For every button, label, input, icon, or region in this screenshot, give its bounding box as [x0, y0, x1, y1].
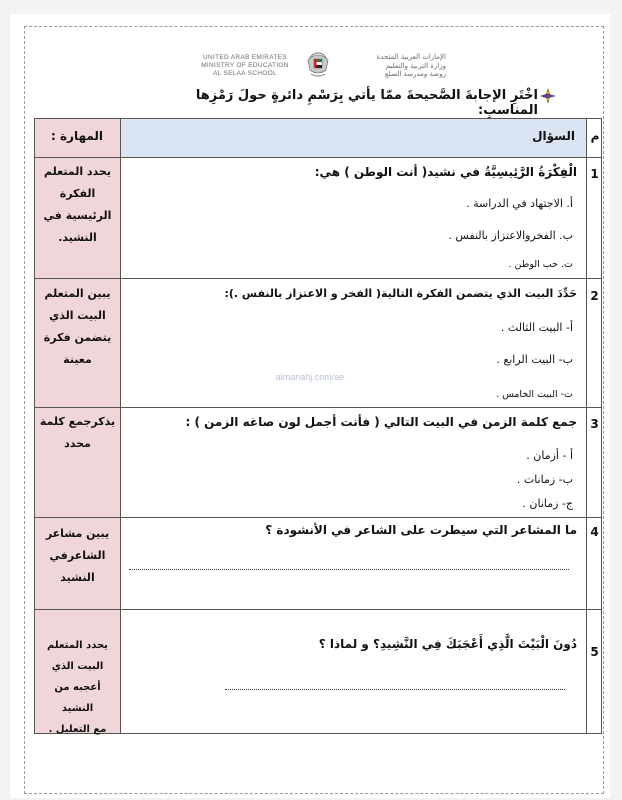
- questions-table: [34, 118, 602, 734]
- skill-line: أعجبه من النشيد: [54, 682, 101, 714]
- answer-option[interactable]: ت- البيت الخامس .: [496, 389, 573, 400]
- number-column-header: م: [590, 129, 600, 143]
- skill-line: يذكرجمع كلمة: [39, 415, 116, 428]
- answer-line[interactable]: [129, 569, 569, 570]
- skill-description: [37, 411, 118, 455]
- skill-line: يحدد المتعلم: [47, 640, 108, 651]
- question-text: حَدِّدَ البيت الذي يتضمن الفكرة التالية( الفخر و الاعتزاز بالنفس .):: [224, 287, 577, 300]
- skill-line: النشيد.: [58, 231, 97, 244]
- skill-description: [37, 523, 118, 589]
- skill-description: [37, 283, 118, 371]
- skill-description: [37, 635, 118, 740]
- question-number: 1: [590, 167, 599, 181]
- skill-line: يحدد المتعلم: [44, 165, 111, 178]
- skill-line: يبين المتعلم: [44, 287, 111, 300]
- question-text: جمع كلمة الزمن في البيت التالي ( فأنت أجمل لون صاغه الزمن ) :: [185, 415, 577, 429]
- skill-line: محدد: [64, 437, 91, 450]
- skill-line: البيت الذي: [51, 661, 104, 672]
- answer-option[interactable]: ج- زمانان .: [522, 497, 573, 510]
- skill-line: البيت الذي: [49, 309, 106, 322]
- question-text: ما المشاعر التي سيطرت على الشاعر في الأنشودة ؟: [265, 523, 577, 537]
- skill-line: النشيد: [60, 571, 95, 584]
- english-line: AL SELAA SCHOOL: [213, 70, 277, 77]
- skill-line: يبين مشاعر: [45, 527, 110, 540]
- skill-column-header: المهارة :: [50, 129, 104, 143]
- school-name-arabic: [336, 53, 446, 79]
- answer-option[interactable]: أ - أزمان .: [526, 449, 573, 462]
- skill-line: الشاعرفي: [49, 549, 106, 562]
- arabic-line: روضة ومدرسة السلع: [384, 70, 446, 78]
- skill-line: يتضمن فكرة: [43, 331, 112, 344]
- english-line: UNITED ARAB EMIRATES: [203, 54, 287, 61]
- answer-option[interactable]: ب- زمانات .: [516, 473, 573, 486]
- skill-description: [37, 161, 118, 249]
- watermark-text: almanahj.com/ae: [275, 372, 345, 382]
- question-text: الْفِكْرَةُ الرَّئِيسِيَّةُ في نشيد( أنت الوطن ) هي:: [314, 165, 577, 179]
- answer-option[interactable]: ب. الفخروالاعتزاز بالنفس .: [448, 229, 573, 242]
- skill-line: الفكرة: [59, 187, 96, 200]
- question-number: 5: [590, 645, 599, 659]
- skill-line: معينة: [63, 353, 92, 366]
- skill-line: الرئيسية في: [43, 209, 112, 222]
- question-number: 4: [590, 525, 599, 539]
- skill-line: مع التعليل .: [48, 724, 107, 735]
- answer-line[interactable]: [225, 689, 565, 690]
- answer-option[interactable]: أ. الاجتهاد في الدراسة .: [466, 197, 573, 210]
- uae-emblem-icon: [302, 48, 334, 80]
- arabic-line: الإمارات العربية المتحدة: [376, 53, 446, 61]
- answer-option[interactable]: ت. حب الوطن .: [508, 259, 573, 270]
- instruction-text: اخْتَرِ الإجابةَ الصَّحيحةَ ممّا يأتي بِرَسْمِ دائرةٍ حولَ رَمْزِها المناسبِ:: [195, 88, 538, 118]
- answer-option[interactable]: أ- البيت الثالث .: [500, 321, 573, 334]
- school-name-english: [190, 54, 300, 78]
- answer-option[interactable]: ب- البيت الرابع .: [496, 353, 573, 366]
- english-line: MINISTRY OF EDUCATION: [201, 62, 289, 69]
- question-text: دُونَ الْبَيْتَ الَّذِي أَعْجَبَكَ فِي النَّشِيدِ؟ و لماذا ؟: [318, 637, 577, 651]
- pencil-icon: [540, 88, 556, 104]
- question-number: 3: [590, 417, 599, 431]
- question-number: 2: [590, 289, 599, 303]
- arabic-line: وزارة التربية والتعليم: [385, 61, 446, 70]
- question-column-header: السؤال: [532, 129, 575, 143]
